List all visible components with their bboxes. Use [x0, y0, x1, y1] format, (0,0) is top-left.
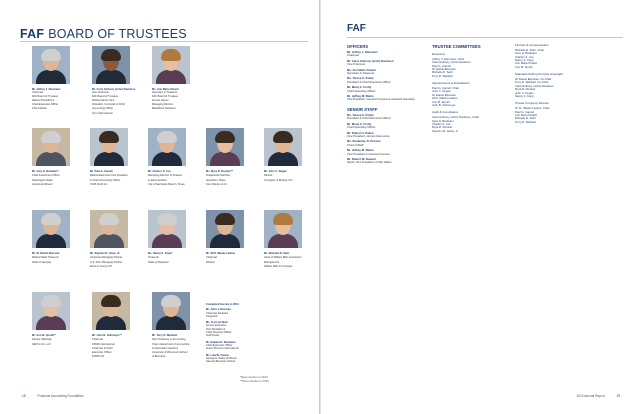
- trustee-affiliation: & Administration: [148, 178, 167, 182]
- trustee-affiliation: CCM Smith Inc.: [90, 182, 109, 186]
- committee-member: Michelle R. Seitz: [432, 70, 453, 75]
- committee-member: Nancy K. Kopp: [515, 94, 534, 99]
- committee-member: W. M. (Mack) Lawton, Chair: [515, 106, 550, 111]
- trustee-affiliation: University of Wisconsin School: [152, 351, 188, 355]
- committee-member: Carol Anthony (John) Davidson: [515, 83, 554, 88]
- trustee-affiliation: PwC Professor in Accounting: [152, 338, 186, 342]
- portrait-hair: [215, 131, 235, 143]
- trustee-name: Mr. Jeffrey J. Diermeier: [32, 88, 61, 91]
- trustee-affiliation: Retired Senior Vice: [92, 98, 115, 102]
- committee-member: Paul G. Camell: [515, 109, 534, 114]
- trustee-role: Vice Chairman: [92, 91, 109, 95]
- person-name: Mr. Jeffrey J. Diermeier: [347, 50, 378, 54]
- senior-staff-list: [347, 114, 425, 165]
- officers-entry: [347, 60, 425, 67]
- completed-header: Completed Service in 2014: [206, 303, 239, 306]
- portrait-body: [156, 316, 186, 330]
- trustee-caption: [32, 252, 86, 264]
- committee-member: W. Daniel Ebersole: [432, 67, 456, 72]
- portrait-hair: [101, 49, 121, 61]
- trustee-portrait: [148, 128, 186, 166]
- committees-column: [432, 44, 512, 133]
- heading-divider: [347, 37, 623, 38]
- trustee-role: Secretary & Treasurer: [152, 91, 178, 95]
- trustee-affiliation: Retired State Treasurer: [32, 256, 59, 260]
- trustee-card: [258, 208, 314, 290]
- committee-member: Charles S. Cox: [515, 54, 534, 59]
- person-title: Chief Operating Officer: [347, 88, 376, 93]
- trustee-affiliation: Grantham, Mayo,: [206, 178, 227, 182]
- trustee-affiliation: & Chief Accounting Officer: [90, 178, 121, 182]
- person-title: Vice President, Human Resources: [347, 133, 390, 138]
- committee-member: Carol Anthony (John) Davidson, Chair: [432, 115, 479, 120]
- trustee-affiliation: KPMG US: [92, 355, 104, 359]
- committee-member: Terry D. Warfield: [515, 119, 536, 124]
- trustee-affiliation: State of Maryland: [148, 260, 169, 264]
- former-trustee-affiliation: Vice President &: [206, 327, 226, 331]
- trustee-affiliation: Weaver: [206, 260, 215, 264]
- trustee-affiliation: Accounting Officer: [92, 107, 114, 111]
- committee-name: Appointments & Evaluations: [432, 81, 470, 86]
- committee-member: Stephen R. Howe, Jr.: [432, 128, 459, 133]
- trustee-affiliation: Retired Executive Vice President: [90, 174, 128, 178]
- committees-column-2: [515, 44, 605, 124]
- title-divider: [20, 41, 308, 42]
- trustee-name: Mr. Stephen R. Howe, Jr.: [90, 252, 121, 255]
- footnotes: [240, 376, 269, 383]
- trustee-card: [146, 44, 204, 126]
- person-name: Mr. Robert H. Kalina: [347, 130, 374, 135]
- former-trustee-affiliation: Chief Executive Officer: [206, 343, 233, 347]
- trustee-affiliation: Independent Director: [206, 174, 231, 178]
- trustee-card: [142, 126, 198, 208]
- person-title: President & Chief Executive Officer: [347, 116, 391, 121]
- trustee-affiliation: BlackRock Solutions: [152, 107, 176, 111]
- trustee-name: Mr. Gary H. Bradeker*: [32, 170, 59, 173]
- trustee-row: [26, 208, 316, 290]
- portrait-hair: [273, 131, 293, 143]
- portrait-body: [36, 316, 66, 330]
- former-trustee-affiliation: George E. Bates Professor: [206, 356, 237, 360]
- trustee-caption: [152, 334, 206, 359]
- trustee-role: FAF Board of Trustees: [152, 94, 178, 98]
- portrait-hair: [41, 131, 61, 143]
- trustee-caption: [32, 170, 86, 186]
- portrait-body: [210, 152, 240, 166]
- trustee-affiliation: William Blair & Company: [264, 264, 293, 268]
- trustee-name: Mr. Paul G. Camell: [90, 170, 113, 173]
- person-title: President & Chief Executive Officer: [347, 79, 391, 84]
- trustee-caption: [32, 334, 86, 346]
- trustee-portrait: [206, 128, 244, 166]
- trustee-portrait: [264, 210, 302, 248]
- trustee-card: [26, 44, 84, 126]
- trustee-affiliation: U.S. Firm Managing Partner: [90, 260, 123, 264]
- former-trustee-affiliation: Chief Financial Officer: [206, 331, 232, 335]
- trustee-affiliation: State of Georgia: [32, 260, 51, 264]
- trustee-role: FAF Board of Trustees: [32, 94, 58, 98]
- trustee-caption: [206, 252, 260, 264]
- trustee-row: [26, 126, 316, 208]
- trustee-row: [26, 44, 316, 126]
- person-title: Chief Operating Officer: [347, 125, 376, 130]
- trustee-name: Mr. W.M. (Mack) Lawton: [206, 252, 236, 255]
- trustee-name: Ms. Nancy K. Kopp*: [148, 252, 173, 255]
- trustee-name: Mr. Charles S. Cox: [148, 170, 171, 173]
- trustee-affiliation: Chief Executive Officer: [32, 103, 59, 107]
- person-name: Mr. Robert W. Stewart: [347, 156, 376, 161]
- trustee-card: [200, 126, 256, 208]
- trustee-name: Mr. John B. Veihmeyer**: [92, 334, 122, 337]
- trustee-portrait: [152, 46, 190, 84]
- person-title: Vice President, General Counsel & Assistant Secretary: [347, 97, 415, 102]
- portrait-body: [268, 152, 298, 166]
- person-name: Mr. Jeffrey M. Rubin: [347, 148, 374, 153]
- trustee-affiliation: GMO & Co. LLC: [32, 342, 51, 346]
- person-name: Ms. Ann Marie Petach: [347, 67, 376, 72]
- committee-member: W. Daniel Ebersole: [432, 92, 456, 97]
- person-name: Ms. Teresa S. Polley: [347, 76, 374, 81]
- committee-member: Myra R. Drucker: [432, 125, 453, 130]
- former-trustee-affiliation: Chairman Emeritus: [206, 311, 229, 315]
- committee-member: Terry D. Warfield, Co-Chair: [515, 80, 549, 85]
- trustee-affiliation: Head of William Blair Investment: [264, 256, 302, 260]
- committee-member: Michelle R. Seitz: [515, 116, 536, 121]
- trustee-caption: [264, 252, 318, 268]
- person-name: Ms. Kimberley R. Petrone: [347, 139, 381, 144]
- portrait-hair: [99, 131, 119, 143]
- portrait-body: [96, 316, 126, 330]
- senior-staff-entry: [347, 158, 425, 165]
- trustee-caption: [148, 170, 202, 186]
- officers-entry: [347, 95, 425, 102]
- trustee-caption: [264, 170, 318, 182]
- trustee-portrait: [148, 210, 186, 248]
- officers-entry: [347, 69, 425, 76]
- portrait-body: [94, 234, 124, 248]
- trustee-affiliation: Chief Investment Officer: [32, 174, 60, 178]
- committees-list-b: [515, 44, 605, 124]
- senior-staff-entry: [347, 149, 425, 156]
- trustee-portrait: [92, 292, 130, 330]
- former-trustee: [206, 321, 260, 337]
- trustee-portrait: [206, 210, 244, 248]
- portrait-body: [268, 234, 298, 248]
- person-name: Mr. Marty F. Crotty: [347, 121, 372, 126]
- left-page-number: 18: [22, 394, 26, 398]
- trustee-name: Mr. Ann M. Spruill**: [32, 334, 56, 337]
- portrait-body: [156, 70, 186, 84]
- committee-member: Ann M. Spruill: [432, 99, 450, 104]
- former-trustee: [206, 354, 260, 364]
- person-name: Ms. Teresa S. Polley: [347, 112, 374, 117]
- committee-member: Gary H. Bradeker: [515, 51, 537, 56]
- portrait-body: [96, 70, 126, 84]
- portrait-hair: [157, 213, 177, 225]
- trustee-affiliation: Former Senior: [152, 98, 169, 102]
- trustee-card: [84, 126, 140, 208]
- former-trustee: [206, 341, 260, 351]
- trustee-card: [142, 208, 198, 290]
- trustee-role: FAF Board of Trustees: [92, 94, 118, 98]
- portrait-body: [36, 234, 66, 248]
- committee-member: Ann Marie Petach: [515, 61, 538, 66]
- trustee-card: [86, 44, 144, 126]
- trustee-caption: [148, 252, 202, 264]
- former-trustee-affiliation: Kraft Foods: [206, 334, 220, 338]
- trustee-affiliation: Management: [264, 260, 280, 264]
- committee-member: Carol Anthony (John) Davidson: [432, 60, 471, 65]
- footnote-2014: *New member in 2014: [240, 375, 268, 379]
- trustee-portrait: [90, 128, 128, 166]
- committee-member: John B. Veihmeyer: [432, 103, 456, 108]
- person-title: Vice President & General Counsel: [347, 151, 390, 156]
- senior-staff-entry: [347, 132, 425, 139]
- former-trustee: [206, 308, 260, 318]
- former-trustee-name: Mr. Lula W. Visaria: [206, 353, 229, 357]
- trustee-portrait: [32, 210, 70, 248]
- trustee-portrait: [264, 128, 302, 166]
- former-trustee-affiliation: Vanguard: [206, 314, 218, 318]
- trustee-card: [86, 290, 144, 372]
- person-title: Chief of Staff: [347, 142, 364, 147]
- right-footer-text: 2014 Annual Report: [576, 394, 605, 398]
- footnote-2015: **New member in 2015: [240, 378, 269, 383]
- portrait-body: [152, 234, 182, 248]
- person-title: Senior Vice President, Public Affairs: [347, 160, 392, 165]
- trustee-name: Mr. W. Daniel Ebersole: [32, 252, 60, 255]
- committee-member: W. Daniel Ebersole, Co-Chair: [515, 77, 552, 82]
- officers-entry: [347, 51, 425, 58]
- trustee-affiliation: KPMG International: [92, 342, 115, 346]
- trustee-caption: [206, 170, 260, 186]
- former-trustee-name: Mr. Edward E. Nusbaum: [206, 340, 236, 344]
- person-name: Mr. Marty F. Crotty: [347, 85, 372, 90]
- trustee-affiliation: & Information Systems: [152, 346, 179, 350]
- committee-member: Myra R. Drucker: [515, 87, 536, 92]
- trustee-affiliation: President, Controller & Chief: [92, 103, 125, 107]
- senior-staff-entry: [347, 114, 425, 121]
- committee-name: Audit & Compliance: [432, 110, 459, 115]
- trustee-affiliation: Covington & Burling LLP: [264, 178, 293, 182]
- former-trustee-affiliation: Grant Thornton International: [206, 347, 239, 351]
- committee-member: Terry D. Warfield: [432, 73, 453, 78]
- trustee-caption: [90, 252, 144, 268]
- senior-staff-header: SENIOR STAFF: [347, 106, 378, 112]
- trustee-affiliation: Chairman & Chief: [92, 346, 113, 350]
- officers-column: [347, 44, 425, 167]
- portrait-hair: [157, 131, 177, 143]
- committee-name: Standard-Setting Process Oversight: [515, 72, 563, 77]
- left-page: [0, 0, 319, 414]
- committee-member: Ann M. Spruill: [515, 64, 533, 69]
- trustee-affiliation: of Business: [152, 355, 166, 359]
- portrait-hair: [215, 213, 235, 225]
- trustee-affiliation: CFA Institute: [32, 107, 47, 111]
- committee-member: Nancy K. Kopp: [515, 58, 534, 63]
- committee-member: Paul G. Camell, Chair: [432, 86, 460, 91]
- committee-name: Executive: [432, 52, 446, 56]
- trustee-name: Mr. Carol Anthony (John) Davidson: [92, 88, 136, 91]
- portrait-hair: [161, 49, 181, 61]
- former-trustee-affiliation: Harvard Business School: [206, 360, 236, 364]
- trustee-name: Ms. Myra R. Drucker**: [206, 170, 233, 173]
- portrait-body: [210, 234, 240, 248]
- trustee-portrait: [92, 46, 130, 84]
- committee-member: Ann Marie Petach: [515, 113, 538, 118]
- trustee-affiliation: Ernst & Young LLP: [90, 264, 112, 268]
- trustee-caption: [152, 88, 206, 111]
- trustee-affiliation: Partner: [264, 174, 273, 178]
- former-trustee-name: Ms. Teri List-Stoll: [206, 321, 228, 325]
- trustee-name: Mr. John C. Dugan: [264, 170, 287, 173]
- trustee-affiliation: Chair, Department of Accounting: [152, 342, 190, 346]
- trustee-caption: [90, 170, 144, 186]
- completed-column-1: [206, 308, 260, 340]
- portrait-hair: [41, 295, 61, 307]
- trustee-affiliation: City of Fairbanks Branch, Texas: [148, 182, 185, 186]
- committee-member: Charles S. Cox: [432, 122, 451, 127]
- right-page-number: 19: [616, 394, 620, 398]
- trustee-affiliation: Managing Director of Finance: [148, 174, 183, 178]
- trustee-affiliation: Chairman: [206, 256, 218, 260]
- trustee-portrait: [152, 292, 190, 330]
- trustee-portrait: [32, 128, 70, 166]
- former-trustee-affiliation: Former Executive: [206, 324, 227, 328]
- portrait-body: [94, 152, 124, 166]
- senior-staff-entry: [347, 140, 425, 147]
- trustee-affiliation: Investment Board: [32, 182, 53, 186]
- faf-heading: FAF: [347, 23, 366, 34]
- trustee-card: [26, 290, 84, 372]
- trustee-name: Mr. Terry D. Warfield: [152, 334, 177, 337]
- trustee-affiliation: Partner (Retired): [32, 338, 52, 342]
- trustee-caption: [92, 334, 146, 359]
- trustee-portrait: [32, 46, 70, 84]
- trustee-affiliation: Chairman: [92, 338, 104, 342]
- trustee-affiliation: Executive Officer: [92, 351, 112, 355]
- board-title: [20, 27, 187, 41]
- portrait-hair: [161, 295, 181, 307]
- trustee-card: [26, 208, 82, 290]
- committee-member: John C. Dugan: [515, 90, 534, 95]
- officers-entry: [347, 77, 425, 84]
- trustee-affiliation: Washington State: [32, 178, 53, 182]
- former-trustee-name: Mr. John J. Brennan: [206, 308, 231, 312]
- committees-header: TRUSTEE COMMITTEES: [432, 44, 481, 49]
- portrait-body: [36, 152, 66, 166]
- trustee-portrait: [32, 292, 70, 330]
- person-name: Mr. Carol Anthony (John) Davidson: [347, 58, 394, 63]
- trustee-name: Ms. Ann Marie Petach: [152, 88, 179, 91]
- title-rest: BOARD OF TRUSTEES: [48, 27, 187, 41]
- committee-member: John C. Dugan: [432, 89, 451, 94]
- trustee-caption: [92, 88, 146, 115]
- person-title: Secretary & Treasurer: [347, 71, 375, 76]
- trustee-card: [84, 208, 140, 290]
- trustee-card: [146, 290, 204, 372]
- completed-service: [206, 303, 316, 366]
- person-name: Mr. Jeffrey M. Rubin: [347, 94, 374, 99]
- title-bold: FAF: [20, 27, 45, 41]
- committee-member: Jeffrey J. Diermeier, Chair: [432, 56, 465, 61]
- portrait-hair: [101, 295, 121, 307]
- portrait-hair: [99, 213, 119, 225]
- officers-list: [347, 51, 425, 102]
- officers-entry: [347, 86, 425, 93]
- right-page: [321, 0, 640, 414]
- portrait-hair: [41, 49, 61, 61]
- committees-list-a: [432, 53, 512, 133]
- trustee-affiliation: Van Otterloo & Co.: [206, 182, 228, 186]
- committee-member: Michelle R. Seitz, Chair: [515, 47, 545, 52]
- right-footer: [576, 394, 620, 398]
- committee-member: Gary H. Bradeker: [432, 118, 454, 123]
- trustee-caption: [32, 88, 86, 111]
- portrait-hair: [273, 213, 293, 225]
- committee-name: Finance & Compensation: [515, 43, 549, 47]
- trustee-card: [26, 126, 82, 208]
- committee-member: W.M. (Mack) Lawton: [432, 96, 458, 101]
- left-footer-text: Financial Accounting Foundation: [37, 394, 84, 398]
- trustee-role: Chairman: [32, 91, 44, 95]
- officers-header: OFFICERS: [347, 44, 369, 49]
- trustee-name: Ms. Michelle R. Seitz: [264, 252, 290, 255]
- committee-member: Paul G. Camell: [432, 63, 451, 68]
- trustee-affiliation: Tyco International: [92, 111, 113, 115]
- trustee-card: [200, 208, 256, 290]
- person-title: Chairman: [347, 53, 360, 58]
- completed-column-2: [206, 341, 260, 367]
- trustee-affiliation: Managing Director: [152, 103, 174, 107]
- trustee-affiliation: Retired President &: [32, 98, 55, 102]
- portrait-body: [36, 70, 66, 84]
- trustee-affiliation: Americas Managing Partner: [90, 256, 123, 260]
- committee-name: Private Company Review: [515, 101, 549, 106]
- trustee-affiliation: Treasurer: [148, 256, 160, 260]
- senior-staff-entry: [347, 123, 425, 130]
- portrait-hair: [41, 213, 61, 225]
- trustee-portrait: [90, 210, 128, 248]
- left-footer: [22, 394, 83, 398]
- person-title: Vice Chairman: [347, 62, 366, 67]
- portrait-body: [152, 152, 182, 166]
- trustee-card: [258, 126, 314, 208]
